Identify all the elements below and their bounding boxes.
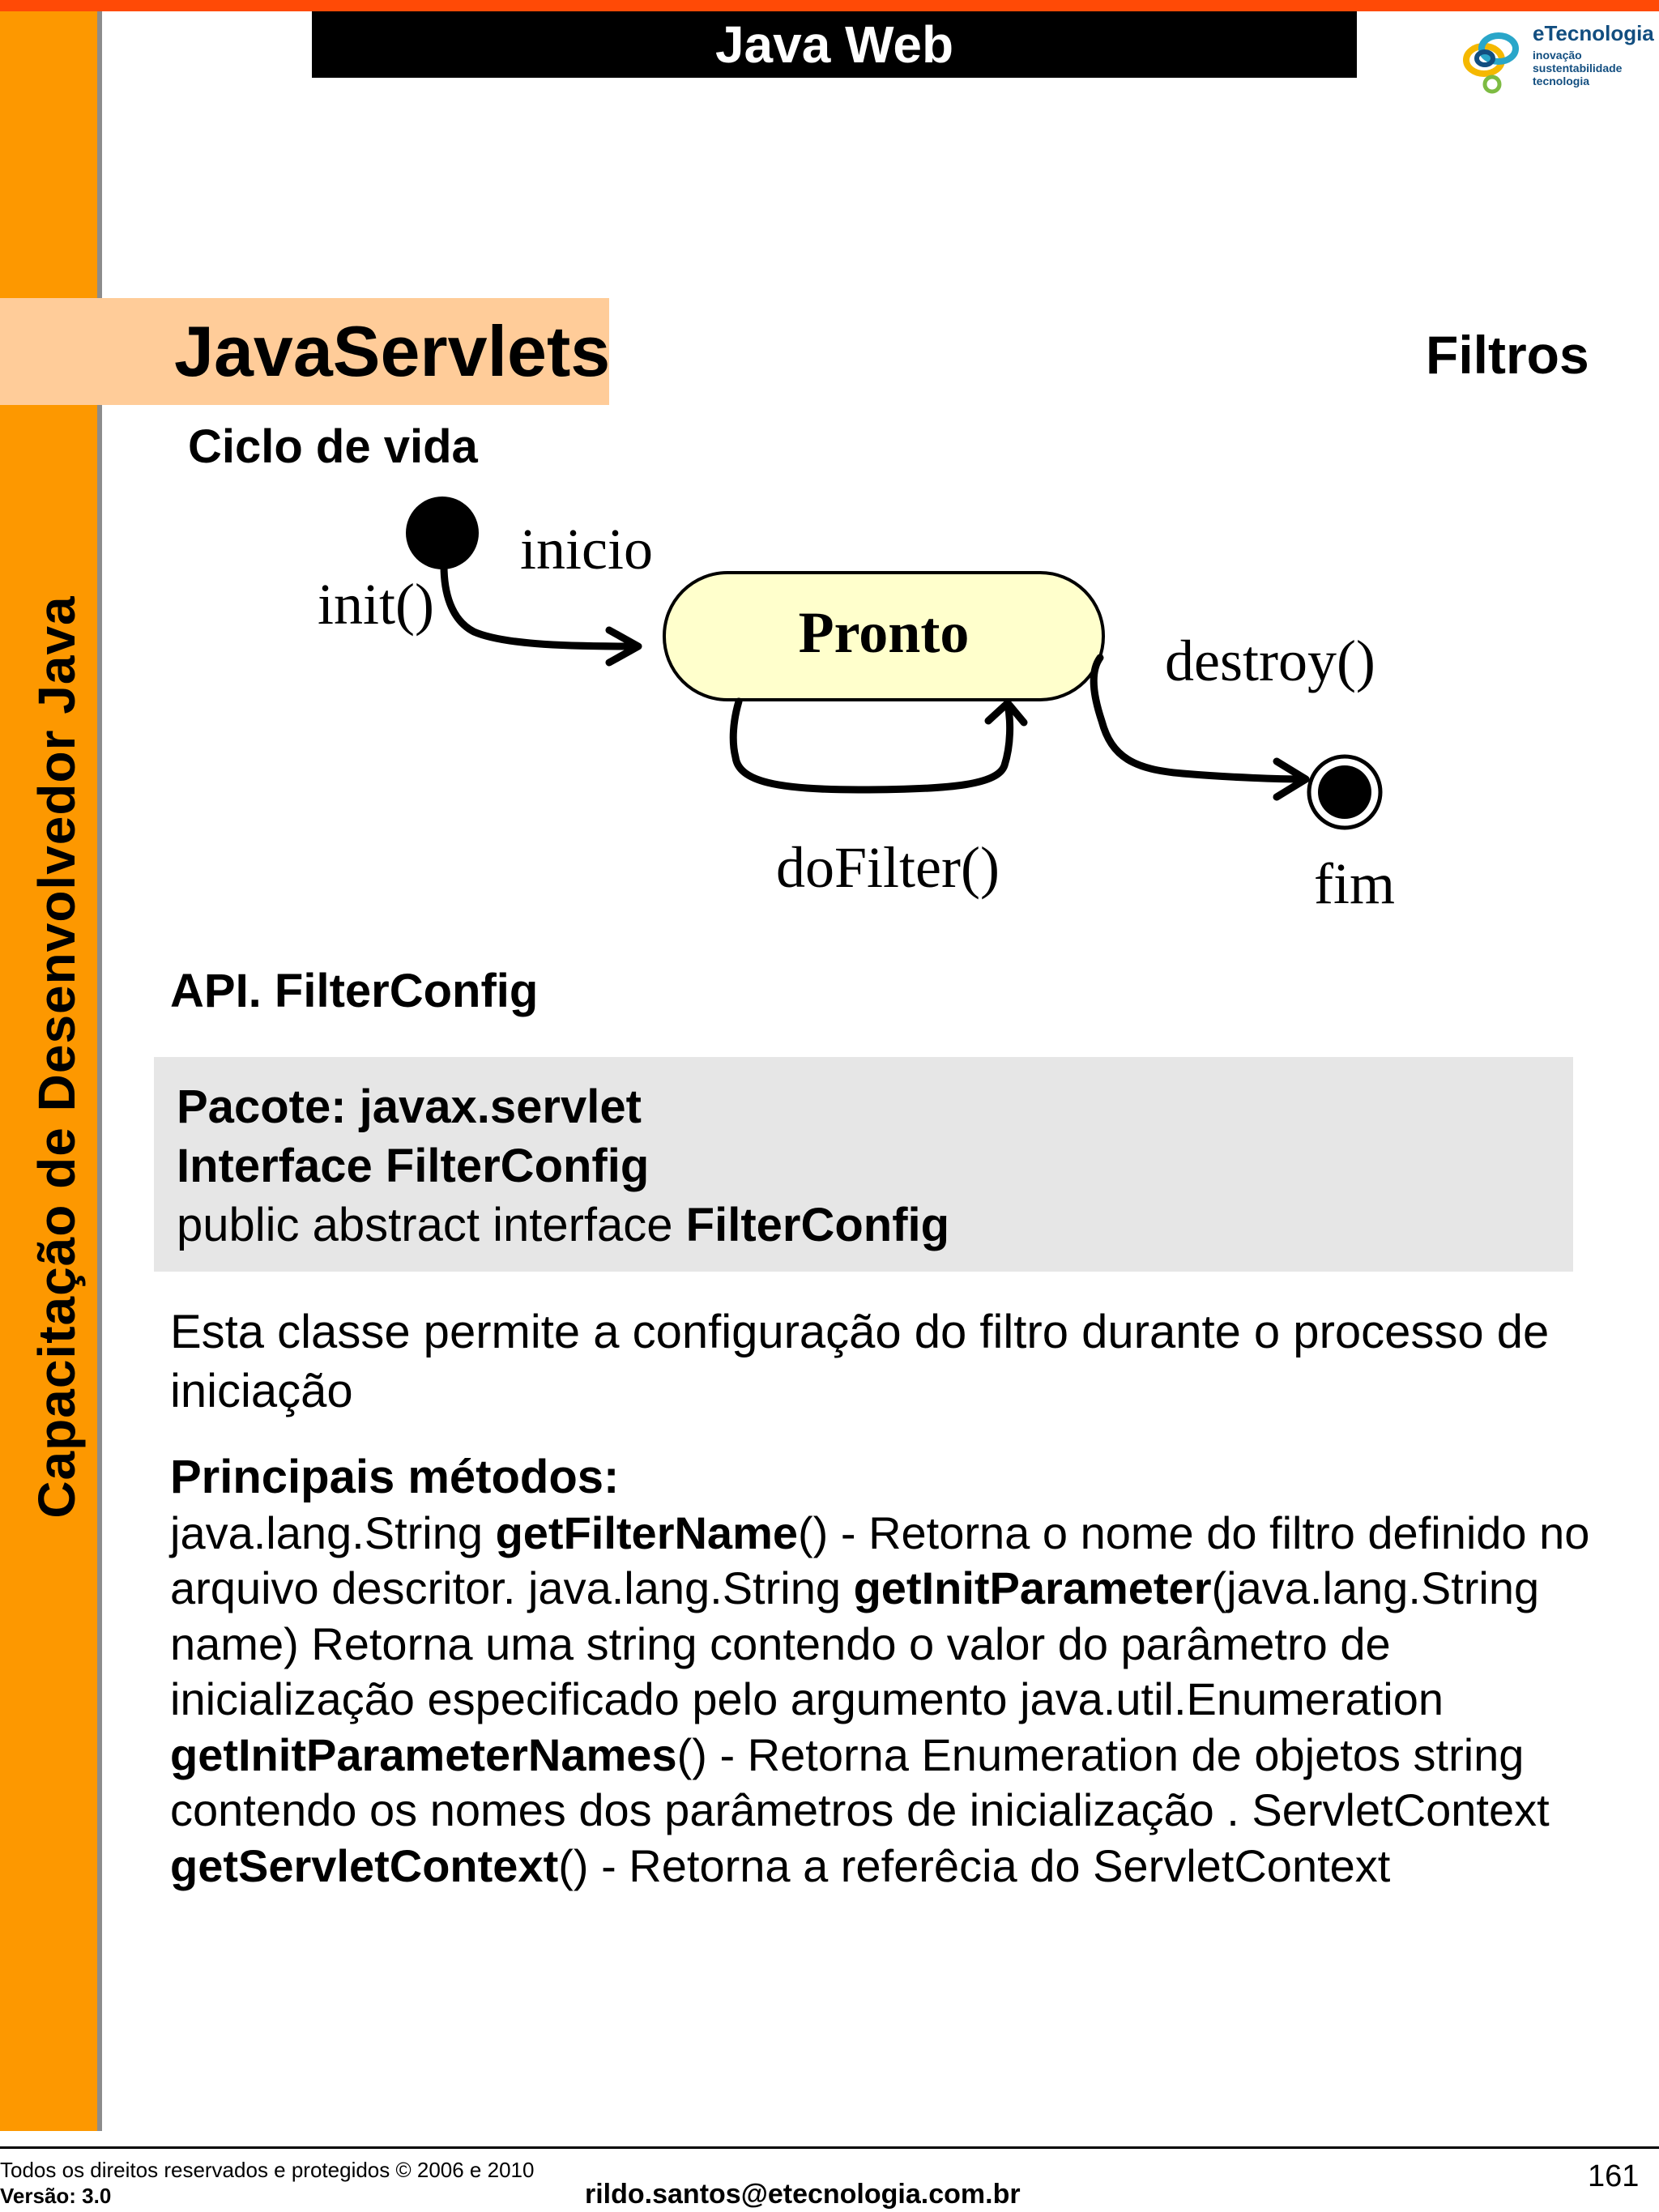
lifecycle-diagram — [292, 478, 1426, 948]
methods-section — [170, 1450, 1596, 1894]
method-name: getInitParameter — [853, 1562, 1212, 1613]
destroy-label: destroy() — [1165, 629, 1375, 693]
method-desc: (java.lang.String name) Retorna uma string contendo o valor do parâmetro de inicialização especificado pelo argumento java.util.Enumeration — [170, 1562, 1540, 1724]
method-name: getFilterName — [495, 1507, 799, 1558]
description: Esta classe permite a configuração do filtro durante o processo de iniciação — [170, 1306, 1550, 1417]
methods-heading: Principais métodos: — [170, 1451, 620, 1503]
method-name: getInitParameterNames — [170, 1728, 677, 1780]
footer-version: Versão: 3.0 — [0, 2184, 112, 2208]
package-lines — [177, 1077, 949, 1255]
logo-name: eTecnologia — [1533, 21, 1654, 45]
declaration-line — [177, 1196, 949, 1255]
lifecycle-heading: Ciclo de vida — [188, 420, 478, 473]
footer-copyright: Todos os direitos reservados e protegidos © 2006 e 2010 — [0, 2158, 535, 2182]
method-desc: () - Retorna a referêcia do ServletContext — [558, 1839, 1391, 1891]
declaration-name: FilterConfig — [685, 1199, 950, 1251]
logo-tagline: sustentabilidade — [1533, 62, 1623, 75]
start-label: inicio — [520, 517, 653, 582]
api-heading: API. FilterConfig — [170, 965, 539, 1017]
footer-email: rildo.santos@etecnologia.com.br — [585, 2179, 1021, 2210]
declaration-prefix: public abstract interface — [177, 1199, 686, 1251]
loop-arrow — [733, 701, 1009, 790]
logo-mark-icon — [1450, 16, 1531, 97]
logo-tagline: tecnologia — [1533, 75, 1590, 87]
topic-title: Filtros — [1426, 325, 1589, 385]
section-title: JavaServlets — [174, 311, 611, 391]
final-state-core — [1318, 765, 1371, 819]
init-label: init() — [318, 572, 434, 637]
method-desc: () - Retorna Enumeration de objetos string contendo os nomes dos parâmetros de inicialização . ServletContext — [170, 1728, 1550, 1835]
footer-divider — [0, 2146, 1659, 2149]
header-title: Java Web — [312, 11, 1357, 78]
methods-body — [170, 1506, 1596, 1894]
logo-tagline: inovação — [1533, 49, 1582, 62]
end-label: fim — [1314, 851, 1395, 916]
method-name: getServletContext — [170, 1839, 559, 1891]
state-label: Pronto — [798, 600, 970, 665]
sidebar-title: Capacitação de Desenvolvedor Java — [28, 595, 86, 1519]
interface-line: Interface FilterConfig — [177, 1140, 650, 1192]
method-desc: () - Retorna o nome do filtro definido no arquivo descritor. java.lang.String — [170, 1507, 1590, 1613]
method-prefix: java.lang.String — [170, 1507, 496, 1558]
initial-state-node — [406, 497, 479, 569]
page-number: 161 — [1588, 2159, 1640, 2193]
loop-label: doFilter() — [776, 835, 1000, 900]
top-accent-bar — [0, 0, 1659, 11]
package-line: Pacote: javax.servlet — [177, 1080, 642, 1133]
